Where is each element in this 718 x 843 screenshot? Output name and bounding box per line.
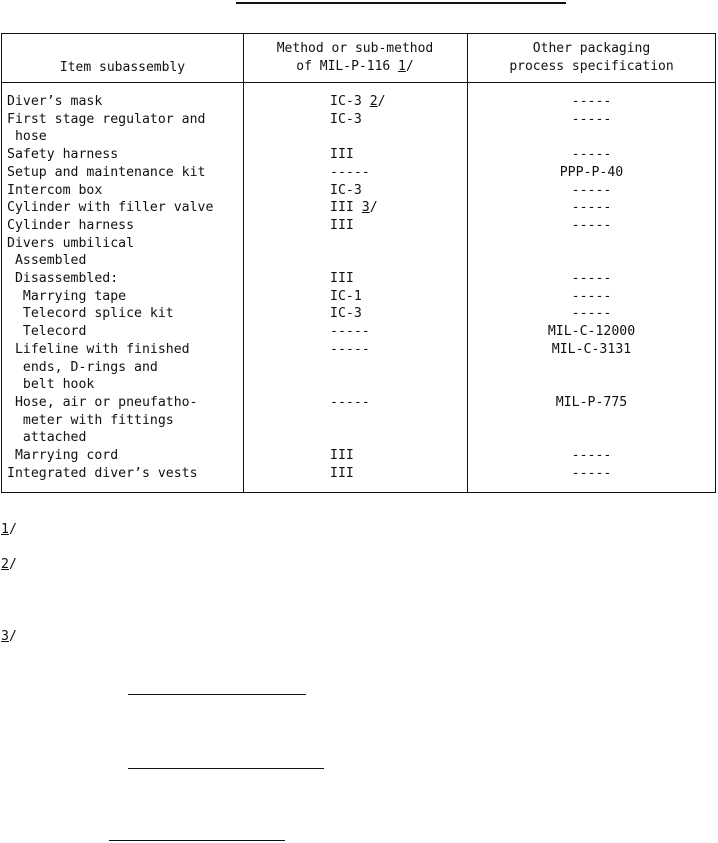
footnote-2: 2/ [1,557,17,572]
item-text: Intercom box [7,182,103,198]
method-text: III [330,448,354,463]
method-text: IC-1 [330,288,362,304]
spec-cell: ----- [571,147,612,163]
method-text: IC-3 [330,306,362,322]
method-cell [330,288,362,306]
top-rule [236,2,566,4]
method-text: III [330,217,354,233]
method-text: III [330,147,354,163]
item-text: hose [7,129,47,145]
method-text: ----- [330,164,370,180]
method-cell [330,270,354,288]
spec-cell: ----- [571,288,612,304]
packaging-table [1,33,716,493]
method-text: ----- [330,341,370,357]
spec-cell: ----- [571,111,612,127]
item-text: Cylinder with filler valve [7,200,214,216]
method-cell [330,394,370,412]
item-text: belt hook [7,377,95,393]
method-text: ----- [330,394,370,410]
spec-cell: PPP-P-40 [559,164,624,180]
item-text: meter with fittings [7,412,174,428]
blank-line-3 [109,840,285,841]
method-text: III [330,271,354,286]
item-text: Divers umbilical [7,235,135,251]
item-text: Cylinder harness [7,217,135,233]
footnote-1: 1/ [1,522,17,537]
method-cell [330,111,362,129]
item-text: Telecord splice kit [7,306,174,322]
item-text: Assembled [7,253,87,269]
item-text: Integrated diver’s vests [7,465,198,481]
footnote-3: 3/ [1,629,17,644]
blank-line-1 [128,694,306,695]
spec-cell: ----- [571,200,612,216]
item-text: Marrying cord [7,448,119,463]
item-text: Setup and maintenance kit [7,164,206,180]
method-cell [330,146,354,164]
item-text: First stage regulator and [7,111,206,127]
method-cell [330,93,386,111]
method-cell [330,164,370,182]
header-other-spec: Other packaging process specification [509,41,674,74]
footnote-ref-1: 1 [398,59,406,74]
method-text: ----- [330,324,370,340]
method-cell [330,323,370,341]
item-text: attached [7,430,87,446]
item-text: ends, D-rings and [7,359,158,375]
item-text: Telecord [7,324,87,340]
item-text: Disassembled: [7,271,119,286]
item-text: Lifeline with finished [7,341,190,357]
header-divider [2,82,715,83]
spec-cell: ----- [571,306,612,322]
header-item-subassembly: Item subassembly [59,60,186,75]
item-text: Marrying tape [7,288,127,304]
method-cell [330,447,354,465]
item-text: Diver’s mask [7,94,103,109]
method-text: IC-3 [330,111,362,127]
column-divider [243,34,244,492]
method-cell [330,305,362,323]
method-text: IC-3 [330,182,362,198]
method-cell [330,341,370,359]
header-method: Method or sub-method of MIL-P-116 1/ [276,41,434,74]
footnote-ref: 2 [369,94,378,109]
method-text: / [369,200,378,216]
item-text: Hose, air or pneufatho- [7,394,198,410]
method-text: IC-3 [330,94,370,109]
spec-cell: ----- [571,182,612,198]
spec-cell: ----- [571,271,612,286]
spec-cell: ----- [571,465,612,481]
blank-line-2 [128,768,324,769]
method-text: III [330,465,354,481]
method-cell [330,182,362,200]
footnote-ref: 3 [361,200,370,216]
spec-cell: MIL-P-775 [555,394,628,410]
method-cell [330,217,354,235]
method-text: / [377,94,386,109]
spec-cell: ----- [571,448,612,463]
spec-cell: ----- [571,217,612,233]
method-cell [330,199,378,217]
item-text: Safety harness [7,147,119,163]
method-text: III [330,200,362,216]
spec-cell: ----- [571,94,612,109]
spec-cell: MIL-C-12000 [547,324,636,340]
spec-cell: MIL-C-3131 [551,341,632,357]
method-cell [330,465,354,483]
